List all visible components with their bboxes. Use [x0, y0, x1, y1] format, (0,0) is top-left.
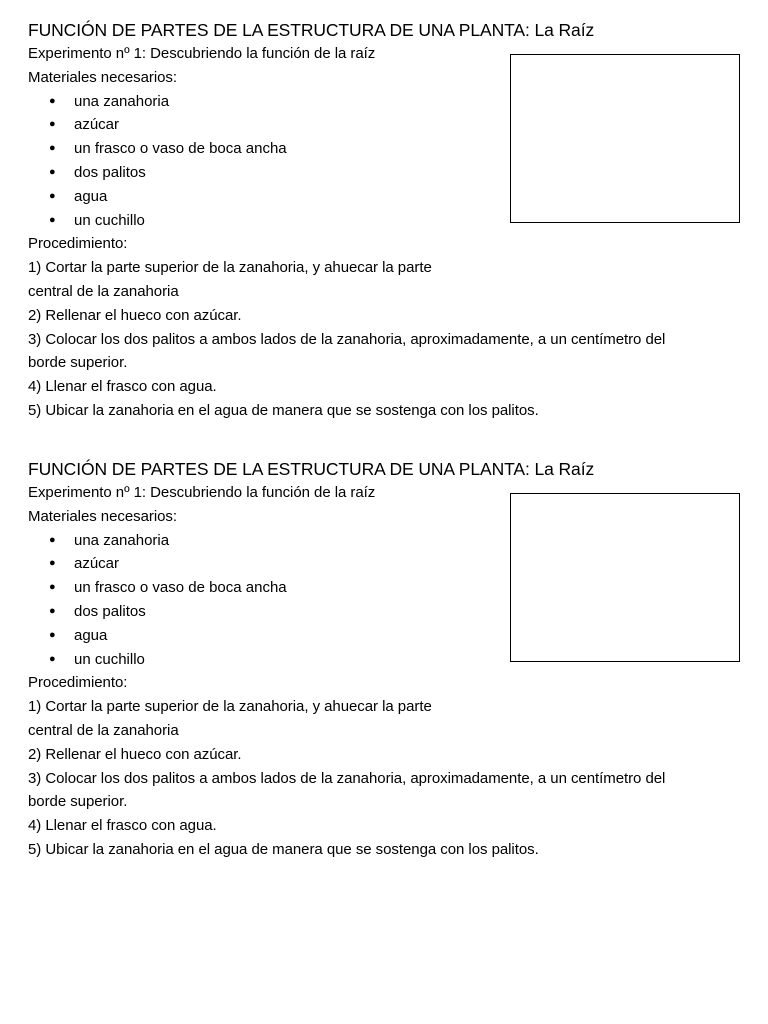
procedure-step: 1) Cortar la parte superior de la zanahoria, y ahuecar la parte [28, 259, 432, 277]
procedure-step: borde superior. [28, 793, 128, 811]
bullet-icon: ● [49, 533, 56, 546]
material-item: ● un cuchillo [28, 209, 748, 233]
material-item: ● dos palitos [28, 600, 748, 624]
materials-heading: Materiales necesarios: [28, 68, 177, 86]
bullet-icon: ● [49, 189, 56, 202]
material-item: ● una zanahoria [28, 529, 748, 553]
worksheet-title: FUNCIÓN DE PARTES DE LA ESTRUCTURA DE UNA PLANTA: La Raíz [28, 459, 595, 479]
procedure-step: 3) Colocar los dos palitos a ambos lados de la zanahoria, aproximadamente, a un centímetro del [28, 769, 666, 787]
bullet-icon: ● [49, 94, 56, 107]
procedure-step: 5) Ubicar la zanahoria en el agua de manera que se sostenga con los palitos. [28, 840, 539, 858]
procedure-step: 2) Rellenar el hueco con azúcar. [28, 306, 242, 324]
bullet-icon: ● [49, 165, 56, 178]
experiment-heading: Experimento nº 1: Descubriendo la función de la raíz [28, 484, 376, 501]
material-item: ● dos palitos [28, 161, 748, 185]
procedure-steps [28, 695, 748, 862]
material-item: ● agua [28, 185, 748, 209]
procedure-step: 4) Llenar el frasco con agua. [28, 817, 217, 835]
material-item: ● una zanahoria [28, 90, 748, 114]
material-item: ● un frasco o vaso de boca ancha [28, 576, 748, 600]
drawing-box [510, 493, 740, 662]
material-item: ● un cuchillo [28, 648, 748, 672]
worksheet-section-2 [28, 457, 748, 862]
experiment-heading: Experimento nº 1: Descubriendo la función de la raíz [28, 45, 376, 62]
bullet-icon: ● [49, 604, 56, 617]
materials-heading: Materiales necesarios: [28, 507, 177, 525]
bullet-icon: ● [49, 652, 56, 665]
bullet-icon: ● [49, 581, 56, 594]
bullet-icon: ● [49, 142, 56, 155]
material-item: ● azúcar [28, 113, 748, 137]
procedure-step: 5) Ubicar la zanahoria en el agua de manera que se sostenga con los palitos. [28, 401, 539, 419]
material-item: ● azúcar [28, 552, 748, 576]
worksheet-section-1 [28, 18, 748, 423]
procedure-heading: Procedimiento: [28, 674, 128, 692]
procedure-step: 1) Cortar la parte superior de la zanahoria, y ahuecar la parte [28, 698, 432, 716]
procedure-steps [28, 256, 748, 423]
procedure-step: 4) Llenar el frasco con agua. [28, 378, 217, 396]
material-item: ● un frasco o vaso de boca ancha [28, 137, 748, 161]
drawing-box [510, 54, 740, 223]
procedure-step: 2) Rellenar el hueco con azúcar. [28, 745, 242, 763]
procedure-heading: Procedimiento: [28, 235, 128, 253]
procedure-step: borde superior. [28, 354, 128, 372]
procedure-step: central de la zanahoria [28, 282, 179, 300]
bullet-icon: ● [49, 118, 56, 131]
bullet-icon: ● [49, 557, 56, 570]
procedure-step: 3) Colocar los dos palitos a ambos lados de la zanahoria, aproximadamente, a un centímetro del [28, 330, 666, 348]
material-item: ● agua [28, 624, 748, 648]
procedure-step: central de la zanahoria [28, 721, 179, 739]
bullet-icon: ● [49, 213, 56, 226]
worksheet-title: FUNCIÓN DE PARTES DE LA ESTRUCTURA DE UNA PLANTA: La Raíz [28, 20, 595, 40]
bullet-icon: ● [49, 628, 56, 641]
